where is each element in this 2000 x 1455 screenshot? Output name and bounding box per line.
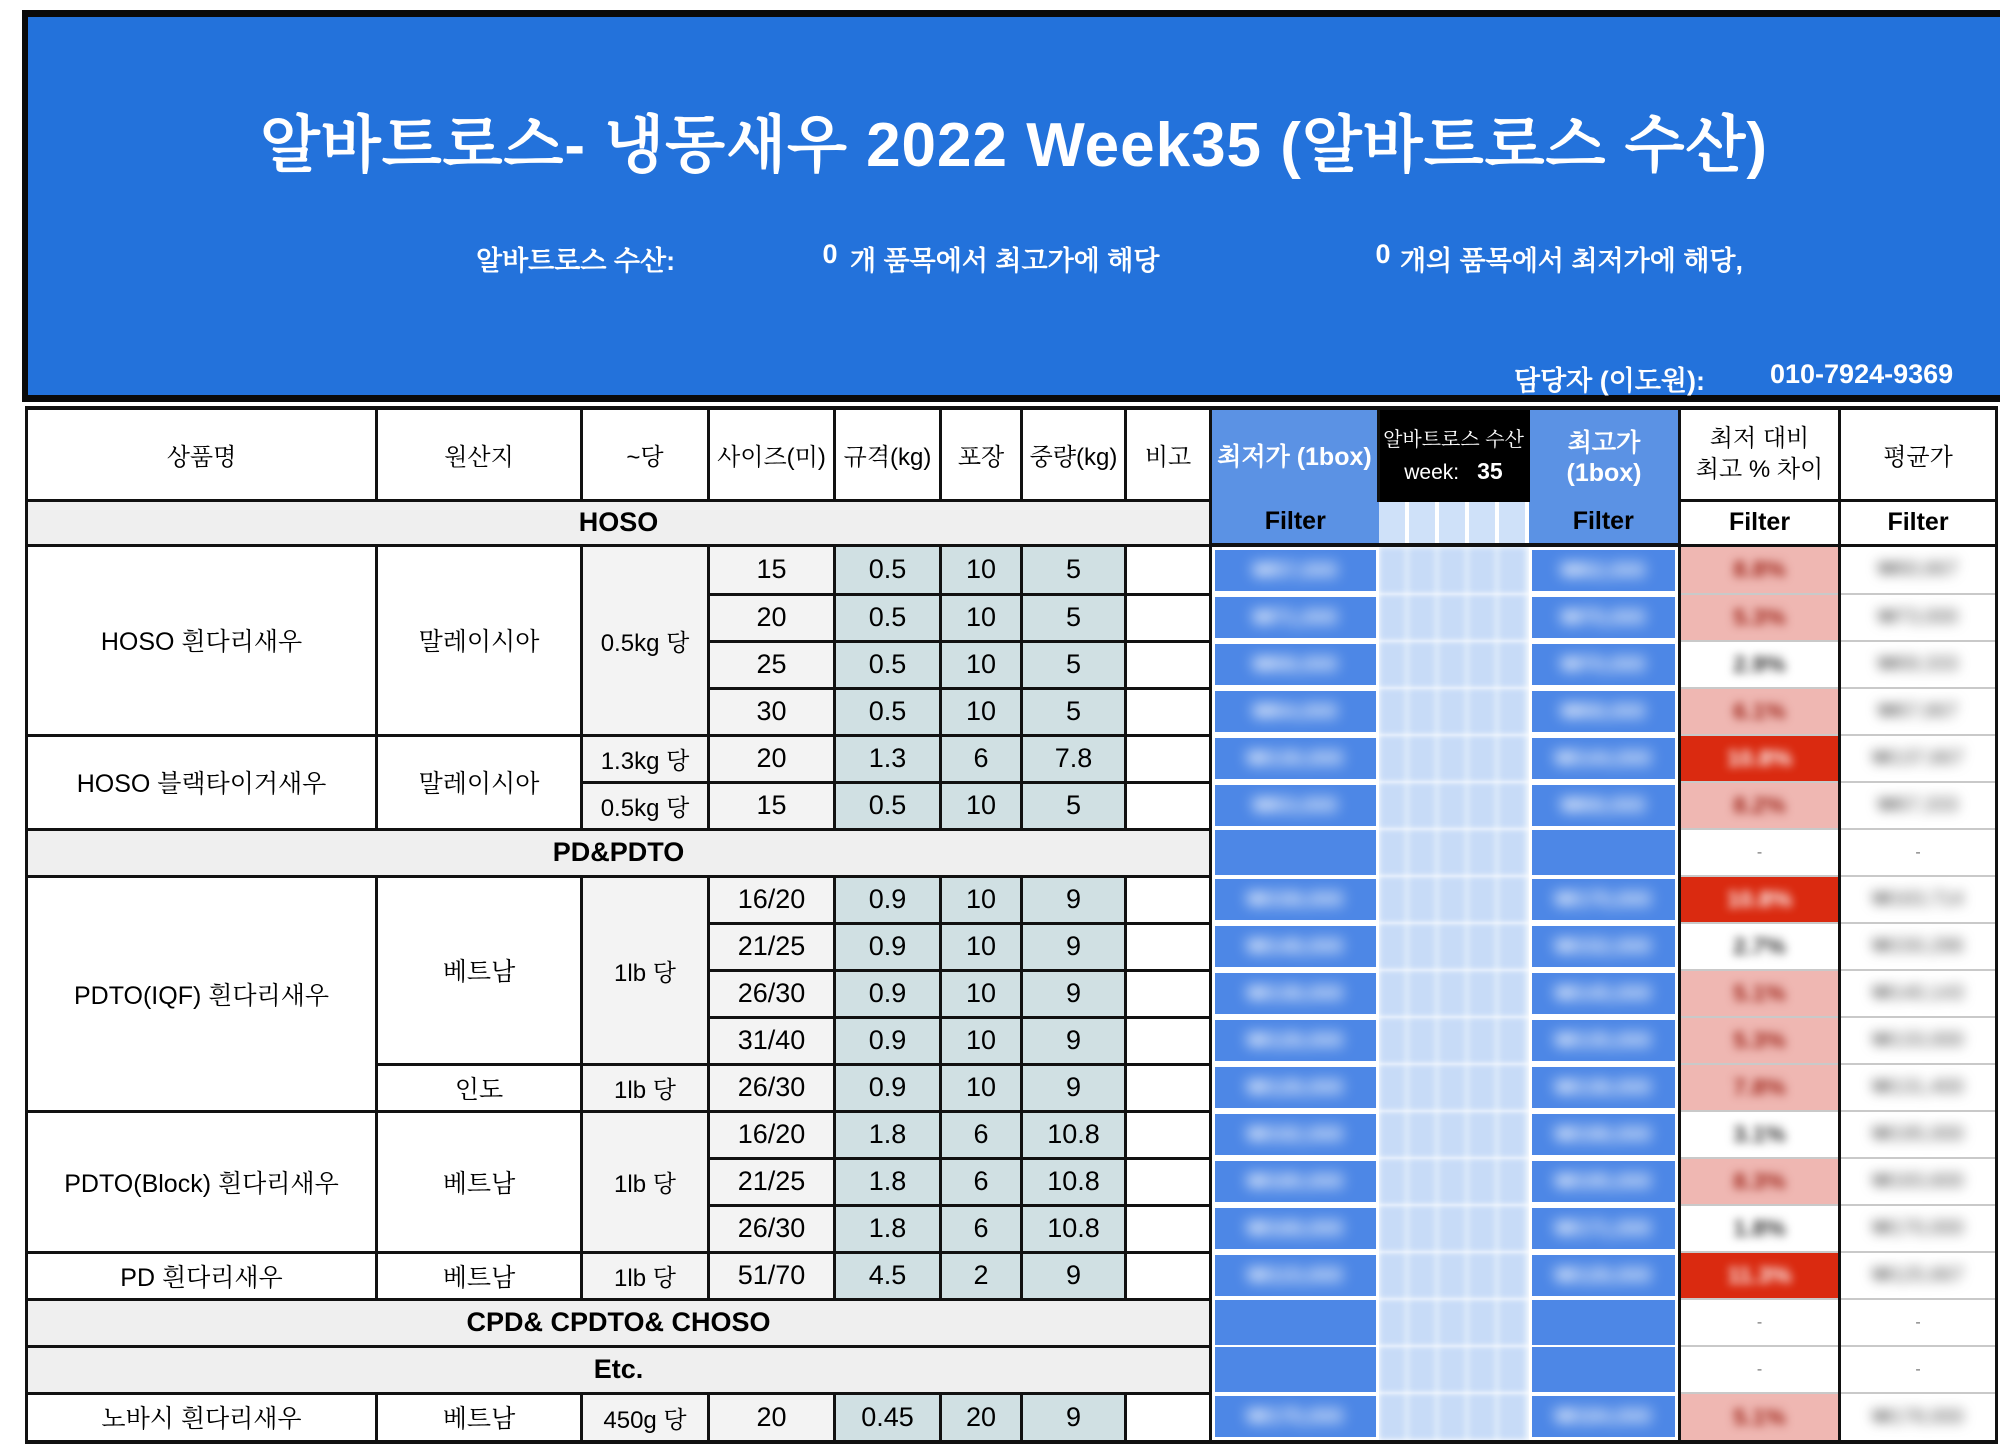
avg-price-cell: ₩195,000 — [1840, 1111, 1997, 1158]
note-cell — [1126, 876, 1211, 923]
diff-percent-cell: 5.1% — [1680, 970, 1840, 1017]
min-price-cell: ₩68,000 — [1211, 641, 1379, 688]
min-price-cell: ₩158,000 — [1211, 876, 1379, 923]
min-price-cell: ₩128,000 — [1211, 1064, 1379, 1111]
note-cell — [1126, 641, 1211, 688]
spec-cell: 1.8 — [835, 1111, 941, 1158]
col-header-diff: 최저 대비 최고 % 차이 — [1680, 408, 1840, 500]
avg-price-cell: ₩67,333 — [1840, 782, 1997, 829]
avg-price-cell: ₩60,667 — [1840, 545, 1997, 594]
table-row — [27, 545, 1997, 594]
diff-percent-cell: 3.1% — [1680, 1111, 1840, 1158]
section-pd-pdto: PD&PDTO — [27, 829, 1211, 876]
pack-cell: 10 — [941, 1017, 1022, 1064]
avg-price-cell: ₩69,333 — [1840, 641, 1997, 688]
col-header-avg: 평균가 — [1840, 408, 1997, 500]
week-price-band — [1379, 782, 1529, 829]
pack-cell: 10 — [941, 1064, 1022, 1111]
avg-price-cell: - — [1840, 1299, 1997, 1346]
company-name-label: 알바트로스 수산 — [1383, 429, 1524, 452]
week-price-band — [1379, 1111, 1529, 1158]
col-header-spec: 규격(kg) — [835, 408, 941, 500]
weight-cell: 9 — [1022, 1393, 1126, 1442]
week-price-band — [1379, 1017, 1529, 1064]
product-name: HOSO 흰다리새우 — [27, 545, 377, 735]
col-header-note: 비고 — [1126, 408, 1211, 500]
min-price-cell: ₩128,000 — [1211, 1017, 1379, 1064]
min-price-cell — [1211, 1299, 1379, 1346]
lowest-count: 0 — [1375, 239, 1391, 269]
week-price-band — [1379, 594, 1529, 641]
week-price-band — [1379, 923, 1529, 970]
spec-cell: 0.9 — [835, 1017, 941, 1064]
note-cell — [1126, 1111, 1211, 1158]
avg-price-cell: ₩131,400 — [1840, 1064, 1997, 1111]
week-price-band — [1379, 970, 1529, 1017]
section-cpd: CPD& CPDTO& CHOSO — [27, 1299, 1211, 1346]
size-cell: 20 — [709, 594, 835, 641]
spec-cell: 0.5 — [835, 782, 941, 829]
col-header-per: ~당 — [582, 408, 709, 500]
product-name: 노바시 흰다리새우 — [27, 1393, 377, 1442]
max-price-cell: ₩68,000 — [1529, 688, 1680, 735]
origin: 말레이시아 — [377, 735, 582, 829]
table-row — [27, 735, 1997, 782]
size-cell: 26/30 — [709, 1205, 835, 1252]
max-price-cell — [1529, 829, 1680, 876]
min-price-cell — [1211, 1346, 1379, 1393]
max-price-cell: ₩198,000 — [1529, 1111, 1680, 1158]
pack-cell: 20 — [941, 1393, 1022, 1442]
diff-percent-cell: 2.7% — [1680, 923, 1840, 970]
avg-price-cell: ₩163,714 — [1840, 876, 1997, 923]
note-cell — [1126, 594, 1211, 641]
max-price-cell: ₩138,000 — [1529, 1064, 1680, 1111]
avg-price-cell: ₩170,000 — [1840, 1205, 1997, 1252]
week-label: week: 35 — [1404, 458, 1503, 485]
spec-cell: 1.3 — [835, 735, 941, 782]
spec-cell: 0.5 — [835, 594, 941, 641]
avg-price-cell: - — [1840, 829, 1997, 876]
per-unit: 1.3kg 당 — [582, 735, 709, 782]
origin: 베트남 — [377, 1111, 582, 1252]
min-price-cell: ₩180,000 — [1211, 1158, 1379, 1205]
weight-cell: 5 — [1022, 545, 1126, 594]
pack-cell: 6 — [941, 1205, 1022, 1252]
min-price-cell: ₩175,000 — [1211, 1393, 1379, 1442]
filter-button-max[interactable]: Filter — [1529, 500, 1680, 545]
min-price-cell: ₩130,000 — [1211, 735, 1379, 782]
min-price-cell: ₩63,000 — [1211, 782, 1379, 829]
product-name: PDTO(IQF) 흰다리새우 — [27, 876, 377, 1111]
per-unit: 1lb 당 — [582, 876, 709, 1064]
max-price-cell: ₩128,000 — [1529, 1252, 1680, 1299]
max-price-cell: ₩195,000 — [1529, 1158, 1680, 1205]
spec-cell: 0.9 — [835, 923, 941, 970]
pack-cell: 10 — [941, 594, 1022, 641]
note-cell — [1126, 782, 1211, 829]
week-price-band — [1379, 1393, 1529, 1442]
avg-price-cell: ₩125,667 — [1840, 1252, 1997, 1299]
diff-percent-cell: 10.8% — [1680, 876, 1840, 923]
min-price-cell: ₩64,000 — [1211, 688, 1379, 735]
product-name: PDTO(Block) 흰다리새우 — [27, 1111, 377, 1252]
section-row — [27, 1299, 1997, 1346]
weight-cell: 10.8 — [1022, 1158, 1126, 1205]
table-row — [27, 1111, 1997, 1158]
size-cell: 26/30 — [709, 1064, 835, 1111]
col-header-product: 상품명 — [27, 408, 377, 500]
max-price-cell: ₩152,000 — [1529, 923, 1680, 970]
week-value: 35 — [1477, 458, 1503, 485]
note-cell — [1126, 735, 1211, 782]
avg-price-cell: ₩133,000 — [1840, 1017, 1997, 1064]
weight-cell: 9 — [1022, 1252, 1126, 1299]
contact-phone: 010-7924-9369 — [1770, 359, 1954, 389]
section-hoso: HOSO — [27, 500, 1211, 545]
spec-cell: 0.5 — [835, 545, 941, 594]
size-cell: 31/40 — [709, 1017, 835, 1064]
note-cell — [1126, 1158, 1211, 1205]
spec-cell: 0.45 — [835, 1393, 941, 1442]
max-price-cell: ₩175,000 — [1529, 876, 1680, 923]
diff-percent-cell: - — [1680, 1346, 1840, 1393]
avg-price-cell: - — [1840, 1346, 1997, 1393]
pack-cell: 2 — [941, 1252, 1022, 1299]
week-price-band — [1379, 876, 1529, 923]
pack-cell: 10 — [941, 641, 1022, 688]
size-cell: 26/30 — [709, 970, 835, 1017]
week-price-band — [1379, 1346, 1529, 1393]
pack-cell: 10 — [941, 876, 1022, 923]
section-row — [27, 1346, 1997, 1393]
diff-percent-cell: 10.8% — [1680, 735, 1840, 782]
origin: 베트남 — [377, 1252, 582, 1299]
max-price-cell — [1529, 1346, 1680, 1393]
weight-cell: 5 — [1022, 641, 1126, 688]
origin: 베트남 — [377, 876, 582, 1064]
min-price-cell — [1211, 829, 1379, 876]
weight-cell: 10.8 — [1022, 1111, 1126, 1158]
origin: 말레이시아 — [377, 545, 582, 735]
pack-cell: 10 — [941, 782, 1022, 829]
size-cell: 21/25 — [709, 1158, 835, 1205]
spec-cell: 4.5 — [835, 1252, 941, 1299]
min-price-cell: ₩138,000 — [1211, 970, 1379, 1017]
size-cell: 20 — [709, 735, 835, 782]
max-price-cell: ₩70,000 — [1529, 641, 1680, 688]
avg-price-cell: ₩178,000 — [1840, 1393, 1997, 1442]
col-header-weight: 중량(kg) — [1022, 408, 1126, 500]
pack-cell: 10 — [941, 545, 1022, 594]
min-price-cell: ₩57,000 — [1211, 545, 1379, 594]
avg-price-cell: ₩183,600 — [1840, 1158, 1997, 1205]
size-cell: 15 — [709, 782, 835, 829]
origin: 인도 — [377, 1064, 582, 1111]
week-price-band — [1379, 641, 1529, 688]
max-price-cell: ₩135,000 — [1529, 1017, 1680, 1064]
diff-percent-cell: 6.1% — [1680, 688, 1840, 735]
filter-button-diff[interactable]: Filter — [1680, 500, 1840, 545]
subtitle-company-label: 알바트로스 수산: — [476, 246, 676, 276]
avg-price-cell: ₩67,667 — [1840, 688, 1997, 735]
diff-percent-cell: 7.8% — [1680, 1064, 1840, 1111]
max-price-cell: ₩184,000 — [1529, 1393, 1680, 1442]
note-cell — [1126, 1017, 1211, 1064]
weight-cell: 9 — [1022, 876, 1126, 923]
size-cell: 15 — [709, 545, 835, 594]
size-cell: 25 — [709, 641, 835, 688]
col-header-company-week — [1379, 408, 1529, 500]
page-title: 알바트로스- 냉동새우 2022 Week35 (알바트로스 수산) — [259, 111, 1769, 180]
per-unit: 0.5kg 당 — [582, 545, 709, 735]
filter-button-min[interactable]: Filter — [1211, 500, 1379, 545]
size-cell: 16/20 — [709, 876, 835, 923]
product-name: HOSO 블랙타이거새우 — [27, 735, 377, 829]
weight-cell: 9 — [1022, 970, 1126, 1017]
diff-percent-cell: - — [1680, 1299, 1840, 1346]
week-price-band — [1379, 1158, 1529, 1205]
week-columns-band — [1379, 500, 1529, 545]
weight-cell: 7.8 — [1022, 735, 1126, 782]
note-cell — [1126, 923, 1211, 970]
lowest-count-text: 개의 품목에서 최저가에 해당, — [1400, 246, 1743, 276]
note-cell — [1126, 1064, 1211, 1111]
col-header-max-price: 최고가 (1box) — [1529, 408, 1680, 500]
col-header-size: 사이즈(미) — [709, 408, 835, 500]
weight-cell: 9 — [1022, 1017, 1126, 1064]
diff-percent-cell: 8.8% — [1680, 545, 1840, 594]
table-row — [27, 876, 1997, 923]
diff-percent-cell: 1.8% — [1680, 1205, 1840, 1252]
max-price-cell: ₩75,000 — [1529, 594, 1680, 641]
diff-percent-cell: 5.3% — [1680, 594, 1840, 641]
min-price-cell: ₩192,000 — [1211, 1111, 1379, 1158]
max-price-cell — [1529, 1299, 1680, 1346]
avg-price-cell: ₩73,000 — [1840, 594, 1997, 641]
pack-cell: 6 — [941, 1111, 1022, 1158]
diff-percent-cell: - — [1680, 829, 1840, 876]
filter-row — [27, 500, 1997, 545]
weight-cell: 5 — [1022, 688, 1126, 735]
avg-price-cell: ₩140,143 — [1840, 970, 1997, 1017]
weight-cell: 5 — [1022, 594, 1126, 641]
spec-cell: 0.5 — [835, 688, 941, 735]
size-cell: 20 — [709, 1393, 835, 1442]
section-etc: Etc. — [27, 1346, 1211, 1393]
note-cell — [1126, 1252, 1211, 1299]
title-banner — [22, 10, 2000, 402]
table-row — [27, 1393, 1997, 1442]
size-cell: 21/25 — [709, 923, 835, 970]
highest-count-text: 개 품목에서 최고가에 해당 — [850, 246, 1160, 276]
contact-label: 담당자 (이도원): — [1514, 366, 1705, 396]
week-price-band — [1379, 1064, 1529, 1111]
table-row — [27, 1252, 1997, 1299]
col-header-min-price: 최저가 (1box) — [1211, 408, 1379, 500]
diff-percent-cell: 5.1% — [1680, 1393, 1840, 1442]
spec-cell: 1.8 — [835, 1205, 941, 1252]
per-unit: 0.5kg 당 — [582, 782, 709, 829]
diff-percent-cell: 5.3% — [1680, 1017, 1840, 1064]
spec-cell: 0.9 — [835, 1064, 941, 1111]
min-price-cell: ₩115,000 — [1211, 1252, 1379, 1299]
weight-cell: 5 — [1022, 782, 1126, 829]
pack-cell: 10 — [941, 970, 1022, 1017]
header-row — [27, 408, 1997, 500]
week-price-band — [1379, 1252, 1529, 1299]
spec-cell: 1.8 — [835, 1158, 941, 1205]
diff-percent-cell: 8.3% — [1680, 1158, 1840, 1205]
week-price-band — [1379, 688, 1529, 735]
per-unit: 1lb 당 — [582, 1064, 709, 1111]
size-cell: 30 — [709, 688, 835, 735]
max-price-cell: ₩68,000 — [1529, 782, 1680, 829]
col-header-origin: 원산지 — [377, 408, 582, 500]
pack-cell: 6 — [941, 1158, 1022, 1205]
diff-percent-cell: 2.9% — [1680, 641, 1840, 688]
spec-cell: 0.9 — [835, 876, 941, 923]
pack-cell: 10 — [941, 688, 1022, 735]
note-cell — [1126, 1205, 1211, 1252]
spec-cell: 0.5 — [835, 641, 941, 688]
weight-cell: 9 — [1022, 1064, 1126, 1111]
note-cell — [1126, 970, 1211, 1017]
avg-price-cell: ₩137,667 — [1840, 735, 1997, 782]
pack-cell: 10 — [941, 923, 1022, 970]
weight-cell: 10.8 — [1022, 1205, 1126, 1252]
max-price-cell: ₩144,000 — [1529, 735, 1680, 782]
week-price-band — [1379, 1299, 1529, 1346]
size-cell: 16/20 — [709, 1111, 835, 1158]
week-price-band — [1379, 545, 1529, 594]
section-row — [27, 829, 1997, 876]
min-price-cell: ₩168,000 — [1211, 1205, 1379, 1252]
col-header-pack: 포장 — [941, 408, 1022, 500]
spec-cell: 0.9 — [835, 970, 941, 1017]
week-price-band — [1379, 829, 1529, 876]
per-unit: 1lb 당 — [582, 1111, 709, 1252]
diff-percent-cell: 11.3% — [1680, 1252, 1840, 1299]
filter-button-avg[interactable]: Filter — [1840, 500, 1997, 545]
diff-percent-cell: 8.2% — [1680, 782, 1840, 829]
max-price-cell: ₩171,000 — [1529, 1205, 1680, 1252]
size-cell: 51/70 — [709, 1252, 835, 1299]
product-name: PD 흰다리새우 — [27, 1252, 377, 1299]
max-price-cell: ₩62,000 — [1529, 545, 1680, 594]
note-cell — [1126, 545, 1211, 594]
per-unit: 1lb 당 — [582, 1252, 709, 1299]
week-price-band — [1379, 1205, 1529, 1252]
highest-count: 0 — [822, 239, 838, 269]
origin: 베트남 — [377, 1393, 582, 1442]
note-cell — [1126, 688, 1211, 735]
weight-cell: 9 — [1022, 923, 1126, 970]
avg-price-cell: ₩150,286 — [1840, 923, 1997, 970]
pack-cell: 6 — [941, 735, 1022, 782]
min-price-cell: ₩148,000 — [1211, 923, 1379, 970]
per-unit: 450g 당 — [582, 1393, 709, 1442]
min-price-cell: ₩71,000 — [1211, 594, 1379, 641]
week-price-band — [1379, 735, 1529, 782]
price-table — [25, 406, 1998, 1444]
max-price-cell: ₩145,000 — [1529, 970, 1680, 1017]
note-cell — [1126, 1393, 1211, 1442]
